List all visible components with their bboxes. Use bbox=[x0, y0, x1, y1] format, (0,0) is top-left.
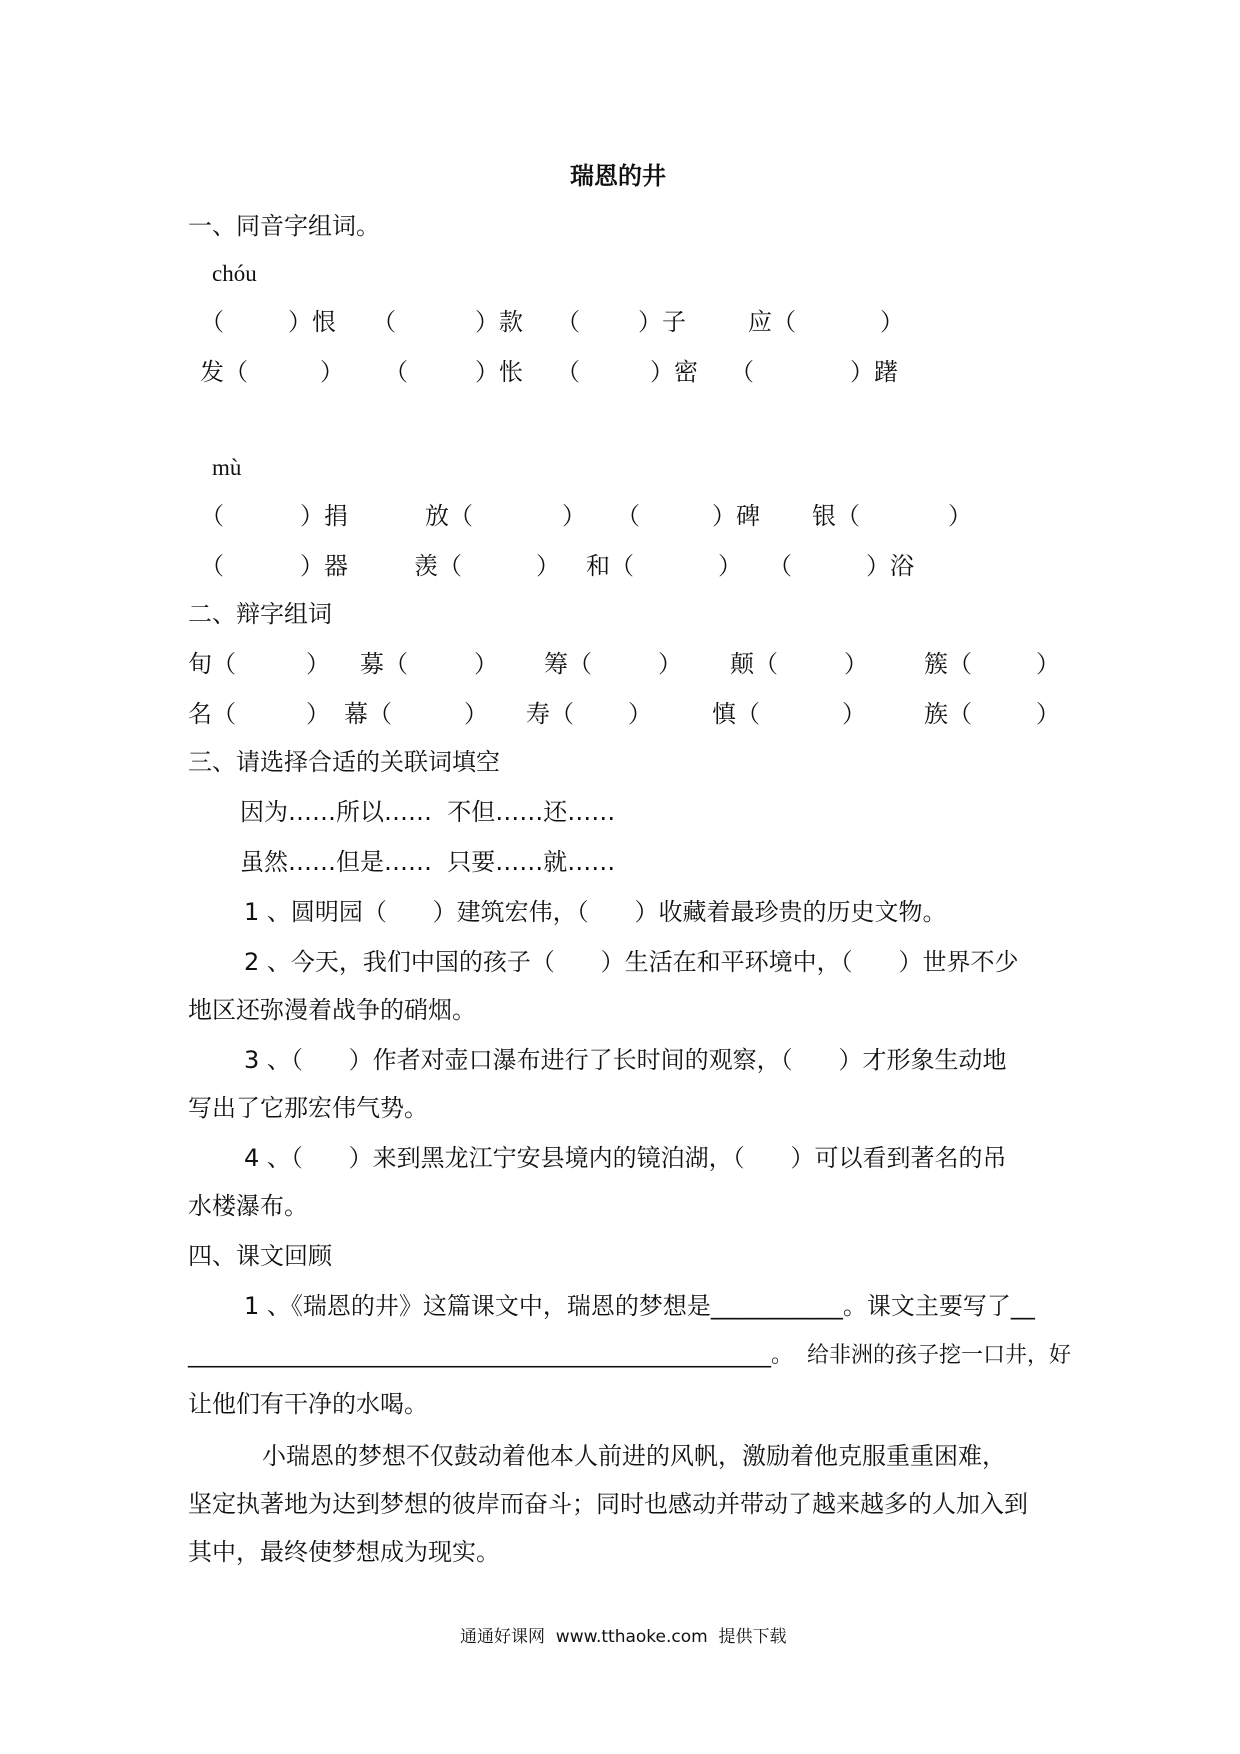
cell: ） bbox=[844, 650, 868, 678]
cell: ） bbox=[718, 552, 742, 580]
cell: ） bbox=[320, 358, 344, 386]
cell: ） bbox=[464, 700, 488, 728]
cell: （ bbox=[730, 358, 754, 386]
cell: 颠（ bbox=[730, 650, 778, 678]
cell: 应（ bbox=[748, 308, 796, 336]
question-2-line-2: 地区还弥漫着战争的硝烟。 bbox=[188, 996, 476, 1024]
review-question-1-line-3: 让他们有干净的水喝。 bbox=[188, 1390, 428, 1418]
cell: ） bbox=[842, 700, 866, 728]
cell: ） bbox=[1036, 650, 1060, 678]
closing-paragraph-line-1: 小瑞恩的梦想不仅鼓动着他本人前进的风帆，激励着他克服重重困难， bbox=[262, 1442, 1006, 1470]
cell: 旬（ bbox=[188, 650, 236, 678]
cell: ） bbox=[948, 502, 972, 530]
page-title: 瑞恩的井 bbox=[570, 162, 666, 190]
question-1: 1 、圆明园（ ）建筑宏伟，（ ）收藏着最珍贵的历史文物。 bbox=[244, 898, 947, 926]
cell: 放（ bbox=[425, 502, 473, 530]
cell: （ bbox=[200, 308, 224, 336]
footer-credit: 通通好课网 www.tthaoke.com 提供下载 bbox=[460, 1627, 787, 1647]
connective-options-2: 虽然……但是…… 只要……就…… bbox=[240, 848, 616, 876]
cell: 发（ bbox=[200, 358, 248, 386]
cell: （ bbox=[556, 358, 580, 386]
cell: 寿（ bbox=[526, 700, 574, 728]
cell: ） bbox=[658, 650, 682, 678]
cell: （ bbox=[768, 552, 792, 580]
question-2-line-1: 2 、今天，我们中国的孩子（ ）生活在和平环境中，（ ）世界不少 bbox=[244, 948, 1019, 976]
cell: ） bbox=[536, 552, 560, 580]
cell: ）碑 bbox=[712, 502, 760, 530]
cell: ）器 bbox=[300, 552, 348, 580]
review-question-1-line-2: _____________________________________________________。 给非洲的孩子挖一口井，好 bbox=[188, 1343, 1071, 1368]
question-3-line-1: 3 、（ ）作者对壶口瀑布进行了长时间的观察，（ ）才形象生动地 bbox=[244, 1046, 1007, 1074]
cell: ） bbox=[306, 650, 330, 678]
closing-paragraph-line-2: 坚定执著地为达到梦想的彼岸而奋斗；同时也感动并带动了越来越多的人加入到 bbox=[188, 1490, 1028, 1518]
cell: ） bbox=[562, 502, 586, 530]
cell: 名（ bbox=[188, 700, 236, 728]
cell: 簇（ bbox=[924, 650, 972, 678]
closing-paragraph-line-3: 其中，最终使梦想成为现实。 bbox=[188, 1538, 500, 1566]
cell: ）浴 bbox=[866, 552, 914, 580]
cell: （ bbox=[384, 358, 408, 386]
connective-options-1: 因为……所以…… 不但……还…… bbox=[240, 798, 616, 826]
cell: 募（ bbox=[360, 650, 408, 678]
section-1-heading: 一、同音字组词。 bbox=[188, 212, 380, 240]
cell: （ bbox=[200, 552, 224, 580]
cell: 筹（ bbox=[544, 650, 592, 678]
question-4-line-1: 4 、（ ）来到黑龙江宁安县境内的镜泊湖，（ ）可以看到著名的吊 bbox=[244, 1144, 1007, 1172]
cell: ）怅 bbox=[475, 358, 523, 386]
cell: 羡（ bbox=[414, 552, 462, 580]
review-question-1-line-1: 1 、《瑞恩的井》这篇课文中，瑞恩的梦想是___________。课文主要写了__ bbox=[244, 1292, 1035, 1320]
cell: （ bbox=[556, 308, 580, 336]
section-3-heading: 三、请选择合适的关联词填空 bbox=[188, 748, 500, 776]
cell: 慎（ bbox=[712, 700, 760, 728]
cell: ）捐 bbox=[300, 502, 348, 530]
cell: ） bbox=[306, 700, 330, 728]
question-4-line-2: 水楼瀑布。 bbox=[188, 1192, 308, 1220]
cell: 幕（ bbox=[344, 700, 392, 728]
pinyin-chou: chóu bbox=[212, 261, 257, 286]
cell: （ bbox=[200, 502, 224, 530]
cell: ） bbox=[1036, 700, 1060, 728]
cell: （ bbox=[616, 502, 640, 530]
cell: 银（ bbox=[812, 502, 860, 530]
cell: ）子 bbox=[638, 308, 686, 336]
question-3-line-2: 写出了它那宏伟气势。 bbox=[188, 1094, 428, 1122]
cell: ） bbox=[628, 700, 652, 728]
cell: 族（ bbox=[924, 700, 972, 728]
cell: ） bbox=[880, 308, 904, 336]
pinyin-mu: mù bbox=[212, 455, 242, 480]
cell: ）恨 bbox=[288, 308, 336, 336]
section-4-heading: 四、课文回顾 bbox=[188, 1242, 332, 1270]
cell: ）密 bbox=[650, 358, 698, 386]
cell: ）款 bbox=[475, 308, 523, 336]
cell: ）躇 bbox=[850, 358, 898, 386]
section-2-heading: 二、辩字组词 bbox=[188, 600, 332, 628]
cell: 和（ bbox=[586, 552, 634, 580]
cell: ） bbox=[474, 650, 498, 678]
cell: （ bbox=[372, 308, 396, 336]
